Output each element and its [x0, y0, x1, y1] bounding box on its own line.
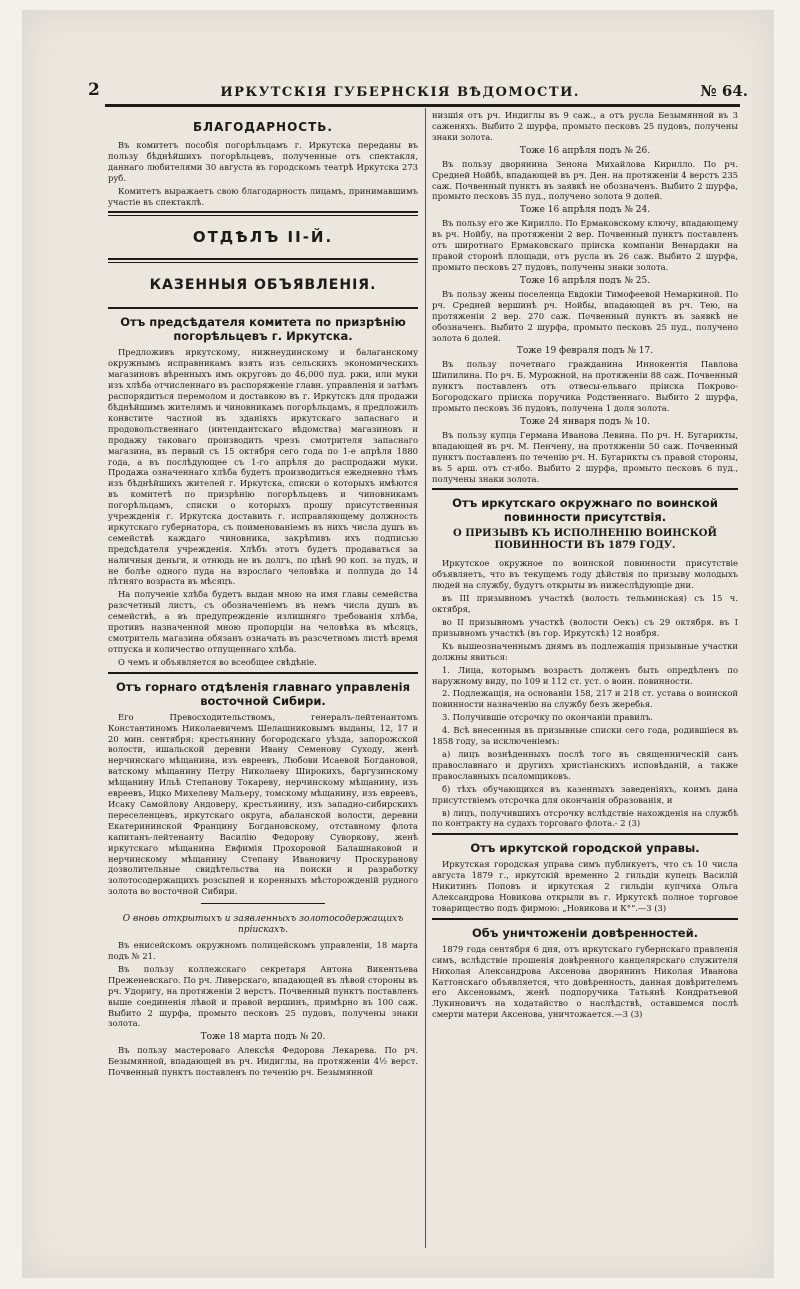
divider: [108, 672, 418, 674]
notice-text: въ III призывномъ участкѣ (волость тельминская) съ 15 ч. октября,: [432, 593, 738, 615]
notice-text: 2. Подлежащія, на основаніи 158, 217 и 218 ст. устава о воинской повинности назначенію на службу безъ жеребья.: [432, 688, 738, 710]
notice-text: Иркутское окружное по воинской повинности присутствіе объявляетъ, что въ текущемъ году дѣйствія по призыву молодыхъ людей на службу, будутъ открыты въ нижеслѣдующіе дни.: [432, 558, 738, 591]
notice-text: 4. Всѣ внесенныя въ призывные списки сего года, родившіеся въ 1858 году, за исключеніемъ:: [432, 725, 738, 747]
thanks-text-2: Комитетъ выражаетъ свою благодарность лицамъ, принимавшимъ участіе въ спектаклѣ.: [108, 185, 418, 207]
notice-text: Въ пользу жены поселенца Евдокіи Тимофеевой Немаркиной. По рч. Средней вершинѣ рч. Нойбы, впадающей въ рч. Тею, на протяженіи 2 вер. 270 саж. Почвенный пунктъ въ заявкѣ не обозначенъ. Выбито 2 шурфа, промыто песковъ 25 пуд., получено золота 6 долей.: [432, 288, 738, 343]
notice-text: 3. Получившіе отсрочку по окончаніи правилъ.: [442, 712, 654, 723]
issue-number: № 64.: [700, 82, 748, 100]
notice-text: Въ пользу мастероваго Алексѣя Федорова Лекарева. По рч. Безымянной, впадающей въ рч. Индиглы, на протяженіи 4½ верст. Почвенный пунктъ поставленъ по теченію рч. Безымянной: [108, 1045, 418, 1078]
divider: [432, 833, 738, 835]
divider: [201, 903, 325, 904]
left-column: [108, 110, 418, 1250]
notice-text: низшія отъ рч. Индиглы въ 9 саж., а отъ русла Безымянной въ 3 саженяхъ. Выбито 2 шурфа, промыто песковъ 25 пудовъ, получены знаки золота.: [432, 110, 738, 142]
entry-date: Тоже 16 апрѣля подъ № 24.: [519, 205, 651, 216]
notice-subheading: О ПРИЗЫВѢ КЪ ИСПОЛНЕНІЮ ВОИНСКОЙ ПОВИННОСТИ ВЪ 1879 ГОДУ.: [453, 528, 717, 552]
notice-text: На полученіе хлѣба будетъ выдан мною на имя главы семейства разсчетный листъ, съ обозначеніемъ въ немъ числа душъ въ семействѣ, а въ предупрежденіе излишняго требованія хлѣба, противъ назначенной мною пропорціи на человѣка въ мѣсяцъ, смотритель магазина обязанъ означать въ разсчетномъ листѣ время отпуска и количество отпущеннаго хлѣба.: [108, 589, 418, 654]
divider: [432, 918, 738, 920]
thanks-text: Въ комитетъ пособія погорѣльцамъ г. Иркутска переданы въ пользу бѣднѣйшихъ погорѣльцевъ, полученные отъ спектакля, даннаго любителями 30 августа въ городскомъ театрѣ Иркутска 273 руб.: [108, 140, 418, 183]
entry-date: Тоже 24 января подъ № 10.: [520, 416, 650, 427]
notice-text: Его Превосходительствомъ, генералъ-лейтенантомъ Константиномъ Николаевичемъ Шелашниковымъ выданы, 12, 17 и 20 мин. сентября: крестьянину богородскаго уѣзда, запорожской волости, ишальской деревни Ивану Семенову Суходу, женѣ нерчинскаго мѣщанина, изъ евреевъ, Любови Исаевой Богдановой, ватскому мѣщанину Петру Николаеву Широкихъ, баргузинскому мѣщанину Ильѣ Степанову Токареву, нерчинскому мѣщанину, изъ евреевъ, Ицко Михелеву Мальеру, томскому мѣщанину, изъ евреевъ, Исаку Самойлову Андоверу, крестьянину, изъ западно-сибирскихъ переселенцевъ, иркутскаго округа, абаланской волости, деревни Екатерининской Францину Богдановскому, отставному флота капитанъ-лейтенанту Василію Федорову Суворкову, женѣ иркутскаго мѣщанина Евфимія Прохоровой Балашнаковой и нерчинскому мѣщанину Степану Ивановичу Проскуранову дозволительные свидѣтельства на поиски и разработку золотосодержащихъ розсыпей и коренныхъ мѣсторожденій рудного золота во восточной Сибири.: [108, 711, 418, 897]
entry-date: Тоже 18 марта подъ № 20.: [200, 1032, 326, 1043]
notice-text: Въ енисейскомъ окружномъ полицейскомъ управленіи, 18 марта подъ № 21.: [108, 940, 418, 962]
notice-text: 1. Лица, которымъ возрастъ долженъ быть опредѣленъ по наружному виду, по 109 и 112 ст. уст. о воин. повинности.: [432, 664, 738, 686]
right-column: [432, 110, 738, 1250]
entry-date: Тоже 16 апрѣля подъ № 25.: [519, 275, 651, 286]
section-subtitle: КАЗЕННЫЯ ОБЪЯВЛЕНІЯ.: [149, 277, 377, 294]
notice-text: Въ пользу коллежскаго секретаря Антона Викентьева Преженевскаго. По рч. Ливерскаго, впадающей въ лѣвой стороны въ рч. Удоригу, на протяженіи 2 верстъ. Почвенный пунктъ поставленъ выше соединенія лѣвой и правой вершинъ, примѣрно въ 100 саж. Выбито 2 шурфа, промыто песковъ 25 пудовъ, получены знаки золота.: [108, 963, 418, 1029]
column-divider: [425, 108, 426, 1248]
divider: [108, 211, 418, 216]
notice-text: Предложивъ иркутскому, нижнеудинскому и балаганскому окружнымъ исправникамъ взять изъ сельскихъ экономическихъ магазиновъ вѣренныхъ имъ округовъ до 46,000 пуд. ржи, или муки изъ хлѣба отчисленнаго въ распоряженіе главн. управленія и затѣмъ распорядиться перемолом и доставкою въ г. Иркутскъ для продажи бѣднѣйшимъ жителямъ и чиновникамъ погорѣльцамъ, я предложилъ конвстите частной въ зданіяхъ иркутскаго запаснаго и продовольственнаго (интендантскаго вѣдомства) магазиновъ и продажу таковаго производить чрезъ смотрителя запаснаго магазина, въ первый съ 15 октября сего года по 1-е апрѣля 1880 года, а въ послѣдующее съ 1-го апрѣля до распродажи муки. Продажа означеннаго хлѣба будетъ производиться ежедневно тѣмъ изъ бѣднѣйшихъ жителей г. Иркутска, списки о которыхъ имѣются въ комитетѣ по призрѣнію погорѣльцевъ и чиновникамъ погорѣльцамъ, списки о которыхъ прошу присутственныя учрежденія г. Иркутска доставить г. исправляющему должность иркутскаго губернатора, съ поименованіемъ въ нихъ числа душъ въ семействѣ каждаго чиновника, закрѣпивъ ихъ подписью предсѣдателя учрежденія. Хлѣбъ этотъ будетъ продаваться за наличныя деньги, и отнюдь не въ долгъ, по цѣнѣ 90 коп. за пудъ, и не болѣе одного пуда на взрослаго человѣка и полпуда до 14 лѣтняго возраста въ мѣсяцъ.: [108, 347, 418, 587]
notice-heading: Отъ предсѣдателя комитета по призрѣнію погорѣльцевъ г. Иркутска.: [120, 315, 406, 344]
thanks-title: БЛАГОДАРНОСТЬ.: [193, 120, 333, 134]
notice-text: Въ пользу купца Германа Иванова Левина. По рч. Н. Бугарикты, впадающей въ рч. М. Пенчену, на протяженіи 50 саж. Почвенный пунктъ поставленъ по теченію рч. Н. Бугарикты съ правой стороны, въ 5 арш. отъ ст-ябо. Выбито 2 шурфа, промыто песковъ 6 пуд., получены знаки золота.: [432, 429, 738, 484]
divider: [432, 488, 738, 490]
newspaper-title: ИРКУТСКІЯ ГУБЕРНСКІЯ ВѢДОМОСТИ.: [220, 85, 580, 100]
entry-date: Тоже 19 февраля подъ № 17.: [516, 346, 654, 357]
notice-text: О чемъ и объявляется во всеобщее свѣдѣніе.: [118, 656, 317, 667]
notice-text: б) тѣхъ обучающихся въ казенныхъ заведеніяхъ, коимъ дана присутствіемъ отсрочка для окончанія образованія, и: [432, 783, 738, 805]
notice-text: 1879 года сентября 6 дня, отъ иркутскаго губернскаго правленія симъ, вслѣдствіе прошенія довѣренного канцелярскаго служителя Николая Александрова Аксенова дворянинъ Николая Иванова Каттонскаго объявляется, что довѣренность, данная довѣрителемъ его Аксеновымъ, женѣ подпоручика Татьянѣ Кондратьевой Лукиновичъ на ходатайство о наслѣдствѣ, оставшемся послѣ смерти матери Аксенова, уничтожается.—3 (3): [432, 943, 738, 1020]
notice-text: во II призывномъ участкѣ (волости Оекъ) съ 29 октября. въ I призывномъ участкѣ (въ гор. Иркутскѣ) 12 ноября.: [432, 617, 738, 638]
page-header: [88, 76, 748, 100]
italic-heading: О вновь открытыхъ и заявленныхъ золотосодержащихъ пріискахъ.: [122, 914, 404, 936]
entry-date: Тоже 16 апрѣля подъ № 26.: [519, 145, 651, 156]
notice-heading: Объ уничтоженіи довѣренностей.: [471, 925, 699, 940]
notice-heading: Отъ иркутской городской управы.: [470, 841, 700, 856]
page-number: 2: [88, 80, 100, 100]
notice-text: в) лицъ, получившихъ отсрочку вслѣдствіе нахожденія на службѣ по контракту на судахъ торговаго флота.- 2 (3): [432, 807, 738, 829]
divider: [108, 258, 418, 263]
notice-text: Иркутская городская управа симъ публикуетъ, что съ 10 числа августа 1879 г., иркутскій временно 2 гильдіи купецъ Василій Никитинъ Поповъ и иркутская 2 гильдіи купчиха Ольга Александрова Новикова открыли въ г. Иркутскѣ полное торговое товарищество подъ фирмою: „Новикова и К°“.—3 (3): [432, 859, 738, 913]
notice-text: Въ пользу дворянина Зенона Михайлова Кирилло. По рч. Средней Нойбѣ, впадающей въ рч. Ден. на протяженіи 4 верстъ 235 саж. Почвенный пунктъ въ заявкѣ не обозначенъ. Выбито 2 шурфа, промыто песковъ 35 пуд., получено золота 9 долей.: [432, 158, 738, 202]
notice-text: а) лицъ вознѣденныхъ послѣ того въ священническій санъ православнаго и другихъ христіанскихъ исповѣданій, а также православныхъ псаломщиковъ.: [432, 748, 738, 781]
notice-text: Въ пользу его же Кирилло. По Ермаковскому ключу, впадающему въ рч. Нойбу, на протяженіи 2 вер. Почвенный пунктъ поставленъ отъ широтнаго Ермаковскаго пріиска компаніи Венардаки на правой сторонѣ площади, отъ русла въ 26 саж. Выбито 2 шурфа, промыто песковъ 27 пудовъ, получены знаки золота.: [432, 218, 738, 272]
header-rule: [105, 104, 740, 107]
notice-text: Къ вышеозначеннымъ днямъ въ подлежащія призывные участки должны явиться:: [432, 640, 738, 662]
notice-text: Въ пользу почетнаго гражданина Иннокентія Павлова Шипилина. По рч. Б. Мурожной, на протяженіи 88 саж. Почвенный пунктъ поставленъ отъ отвесы-ельваго пріиска Покрово-Богородскаго пріиска поручика Родственнаго. Выбито 2 шурфа, промыто песковъ 36 пудовъ, получена 1 доля золота.: [432, 359, 738, 414]
notice-heading: Отъ иркутскаго окружнаго по воинской повинности присутствія.: [452, 496, 718, 525]
notice-heading: Отъ горнаго отдѣленія главнаго управленія восточной Сибири.: [116, 679, 410, 708]
divider: [108, 307, 418, 309]
section-title: ОТДѢЛЪ II-Й.: [192, 228, 334, 247]
